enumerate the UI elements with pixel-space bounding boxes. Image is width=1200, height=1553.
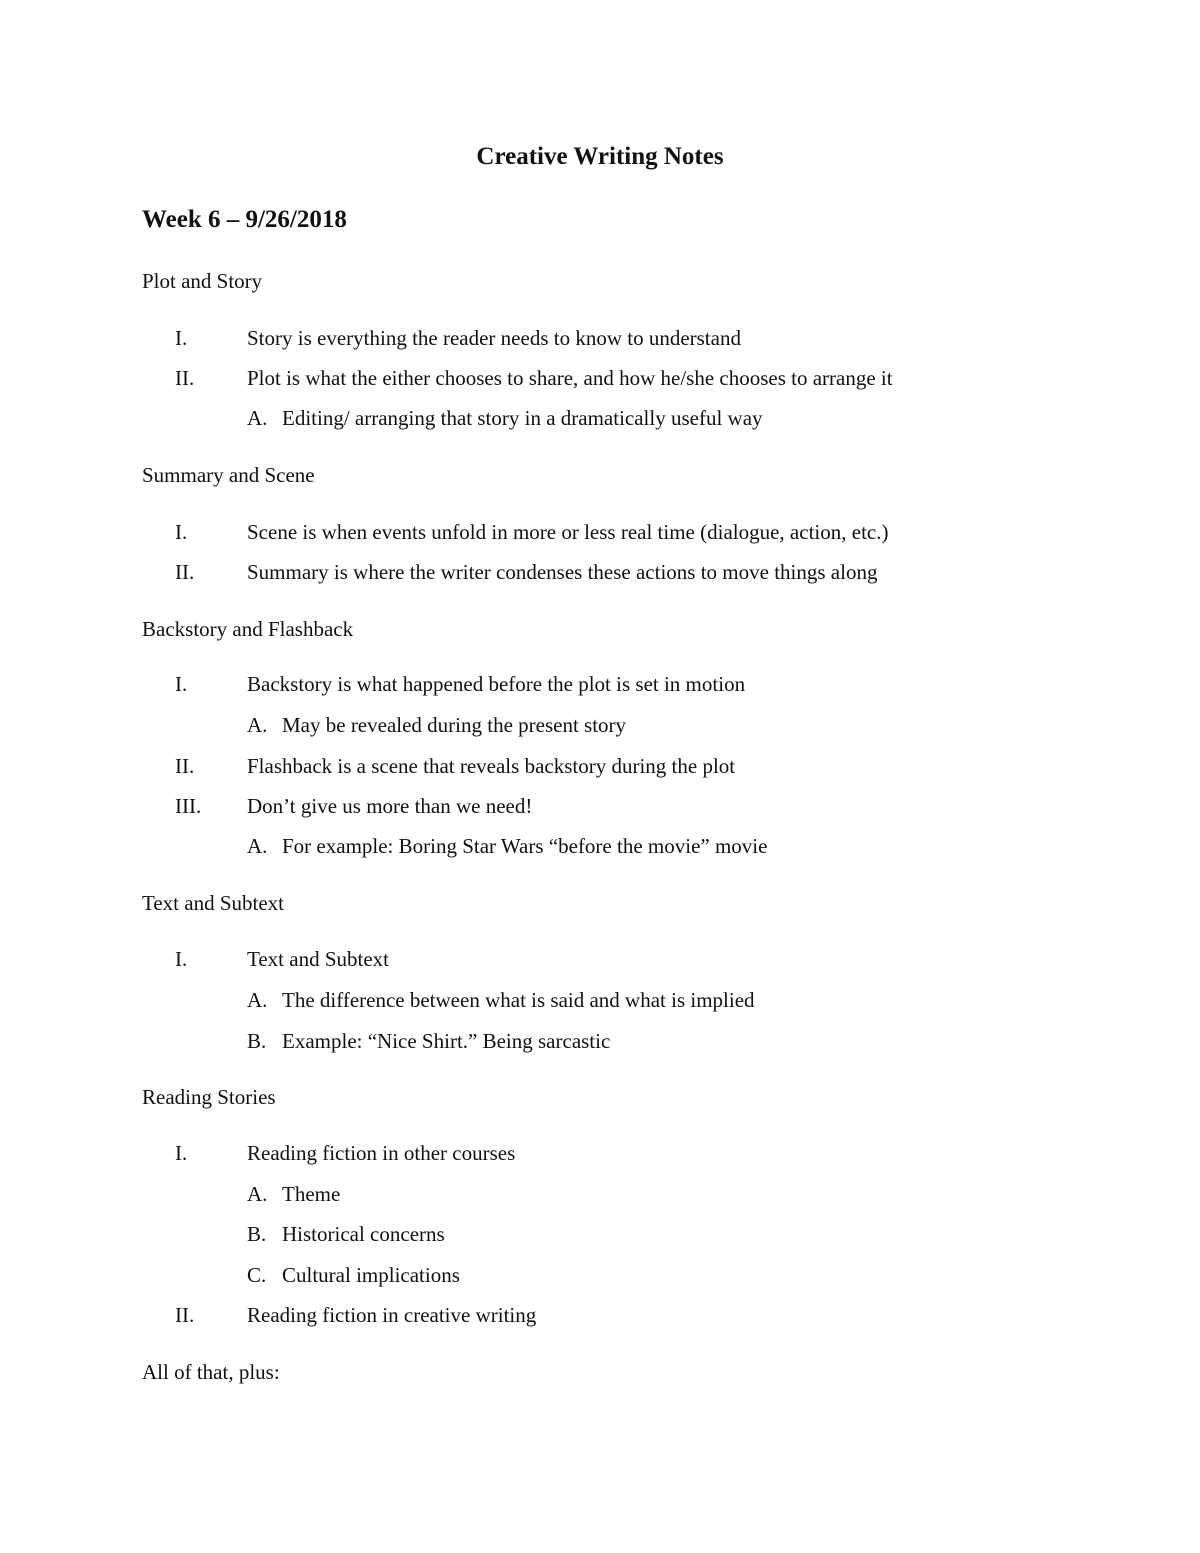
item-text: Reading fiction in other courses — [247, 1141, 516, 1165]
subitem-text: The difference between what is said and what is implied — [282, 988, 755, 1012]
subitem-text: Editing/ arranging that story in a dramatically useful way — [282, 406, 763, 430]
section-heading: Text and Subtext — [142, 891, 285, 915]
letter-marker: B. — [247, 1222, 267, 1246]
item-text: Flashback is a scene that reveals backstory during the plot — [247, 754, 736, 778]
outline-subitem — [247, 1182, 340, 1207]
outline-subitem — [247, 988, 755, 1013]
subitem-text: Historical concerns — [282, 1222, 445, 1246]
subitem-text: Theme — [282, 1182, 341, 1206]
subitem-text: For example: Boring Star Wars “before the movie” movie — [282, 834, 768, 858]
outline-item — [175, 672, 745, 697]
outline-subitem — [247, 1222, 445, 1247]
outline-item — [175, 1141, 515, 1166]
letter-marker: A. — [247, 713, 268, 737]
outline-item — [175, 794, 532, 819]
item-text: Text and Subtext — [247, 947, 390, 971]
letter-marker: B. — [247, 1029, 267, 1053]
outline-item — [175, 1303, 536, 1328]
roman-numeral: I. — [175, 520, 188, 544]
outline-subitem — [247, 1029, 610, 1054]
letter-marker: C. — [247, 1263, 267, 1287]
outline-item — [175, 947, 389, 972]
subitem-text: May be revealed during the present story — [282, 713, 627, 737]
item-text: Summary is where the writer condenses these actions to move things along — [247, 560, 878, 584]
week-heading: Week 6 – 9/26/2018 — [142, 206, 347, 233]
letter-marker: A. — [247, 406, 268, 430]
outline-item — [175, 326, 741, 351]
roman-numeral: II. — [175, 754, 195, 778]
roman-numeral: II. — [175, 560, 195, 584]
roman-numeral: II. — [175, 366, 195, 390]
outline-item — [175, 520, 888, 545]
outline-subitem — [247, 406, 763, 431]
section-heading: Plot and Story — [142, 269, 263, 293]
item-text: Backstory is what happened before the plot is set in motion — [247, 672, 746, 696]
outline-subitem — [247, 834, 767, 859]
item-text: Don’t give us more than we need! — [247, 794, 533, 818]
section-heading: Summary and Scene — [142, 463, 315, 487]
letter-marker: A. — [247, 988, 268, 1012]
section-heading: Backstory and Flashback — [142, 617, 354, 641]
roman-numeral: III. — [175, 794, 202, 818]
item-text: Story is everything the reader needs to know to understand — [247, 326, 741, 350]
outline-subitem — [247, 713, 626, 738]
item-text: Scene is when events unfold in more or less real time (dialogue, action, etc.) — [247, 520, 889, 544]
letter-marker: A. — [247, 1182, 268, 1206]
item-text: Plot is what the either chooses to share, and how he/she chooses to arrange it — [247, 366, 893, 390]
letter-marker: A. — [247, 834, 268, 858]
outline-item — [175, 366, 893, 391]
section-heading: Reading Stories — [142, 1085, 276, 1109]
subitem-text: Example: “Nice Shirt.” Being sarcastic — [282, 1029, 611, 1053]
roman-numeral: I. — [175, 672, 188, 696]
item-text: Reading fiction in creative writing — [247, 1303, 537, 1327]
roman-numeral: II. — [175, 1303, 195, 1327]
subitem-text: Cultural implications — [282, 1263, 460, 1287]
outline-subitem — [247, 1263, 460, 1288]
document-title: Creative Writing Notes — [476, 143, 724, 170]
roman-numeral: I. — [175, 947, 188, 971]
closing-line: All of that, plus: — [142, 1360, 280, 1384]
outline-item — [175, 754, 735, 779]
roman-numeral: I. — [175, 1141, 188, 1165]
outline-item — [175, 560, 877, 585]
roman-numeral: I. — [175, 326, 188, 350]
